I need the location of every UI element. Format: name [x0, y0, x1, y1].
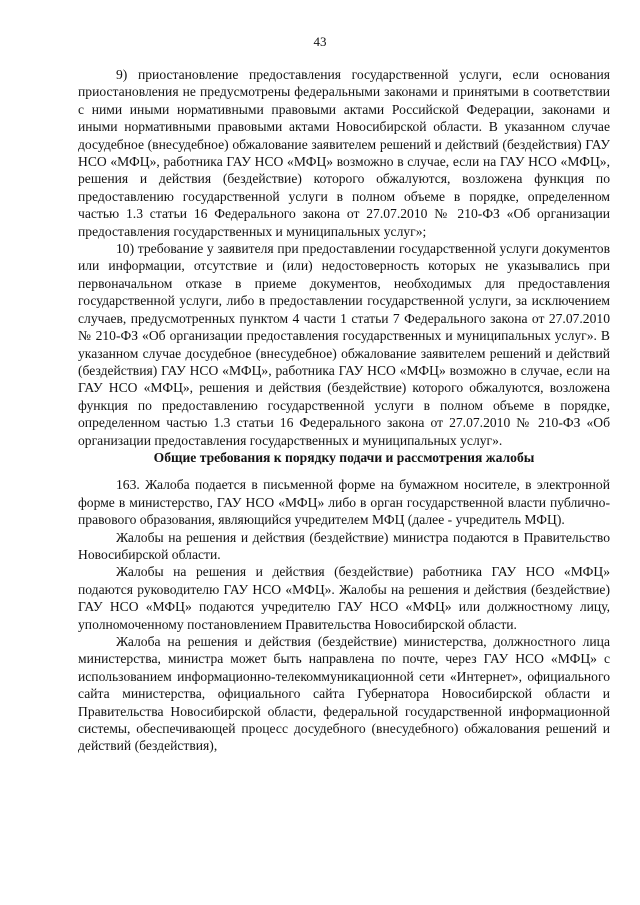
paragraph-worker-complaints: Жалобы на решения и действия (бездействие) работника ГАУ НСО «МФЦ» подаются руководителю ГАУ НСО «МФЦ». Жалобы на решения и действия (бездействие) ГАУ НСО «МФЦ» подаются учредителю ГАУ НСО «МФЦ» или должностному лицу, уполномоченному постановлением Правительства Новосибирской области.	[78, 564, 610, 632]
paragraph-163	[78, 476, 610, 528]
paragraph-minister-complaints: Жалобы на решения и действия (бездействие) министра подаются в Правительство Новосибирской области.	[78, 529, 610, 562]
paragraph-submission-channels: Жалоба на решения и действия (бездействие) министерства, должностного лица министерства, министра может быть направлена по почте, через ГАУ НСО «МФЦ» с использованием информационно-телекоммуникационной сети «Интернет», официального сайта министерства, официального сайта Губернатора Новосибирской области и Правительства Новосибирской области, федеральной государственной информационной системы, обеспечивающей процесс досудебного (внесудебного) обжалования решений и действий (бездействия),	[78, 634, 610, 754]
paragraph-number: 163.	[116, 477, 140, 493]
spacer	[78, 466, 610, 476]
paragraph-163-text: Жалоба подается в письменной форме на бумажном носителе, в электронной форме в министерство, ГАУ НСО «МФЦ» либо в орган государственной власти публично-правового образования, являющийся учредителем МФЦ (далее - учредитель МФЦ).	[78, 477, 610, 528]
page-number: 43	[313, 34, 327, 49]
paragraph-item-10: 10) требование у заявителя при предоставлении государственной услуги документов или информации, отсутствие и (или) недостоверность которых не указывались при первоначальном отказе в приеме документов, необходимых для предоставления государственной услуги, либо в предоставлении государственной услуги, за исключением случаев, предусмотренных пунктом 4 части 1 статьи 7 Федерального закона от 27.07.2010 № 210-ФЗ «Об организации предоставления государственных и муниципальных услуг». В указанном случае досудебное (внесудебное) обжалование заявителем решений и действий (бездействия) ГАУ НСО «МФЦ», работника ГАУ НСО «МФЦ» возможно в случае, если на ГАУ НСО «МФЦ», решения и действия (бездействие) которого обжалуются, возложена функция по предоставлению государственной услуги в полном объеме в порядке, определенном частью 1.3 статьи 16 Федерального закона от 27.07.2010 № 210-ФЗ «Об организации предоставления государственных и муниципальных услуг».	[78, 241, 610, 448]
document-body	[78, 66, 610, 755]
paragraph-item-9: 9) приостановление предоставления государственной услуги, если основания приостановления не предусмотрены федеральными законами и принятыми в соответствии с ними иными нормативными правовыми актами Российской Федерации, законами и иными нормативными правовыми актами Новосибирской области. В указанном случае досудебное (внесудебное) обжалование заявителем решений и действий (бездействия) ГАУ НСО «МФЦ», работника ГАУ НСО «МФЦ» возможно в случае, если на ГАУ НСО «МФЦ», решения и действия (бездействие) которого обжалуются, возложена функция по предоставлению государственной услуги в полном объеме в порядке, определенном частью 1.3 статьи 16 Федерального закона от 27.07.2010 № 210-ФЗ «Об организации предоставления государственных и муниципальных услуг»;	[78, 67, 610, 239]
section-heading: Общие требования к порядку подачи и рассмотрения жалобы	[153, 449, 535, 465]
